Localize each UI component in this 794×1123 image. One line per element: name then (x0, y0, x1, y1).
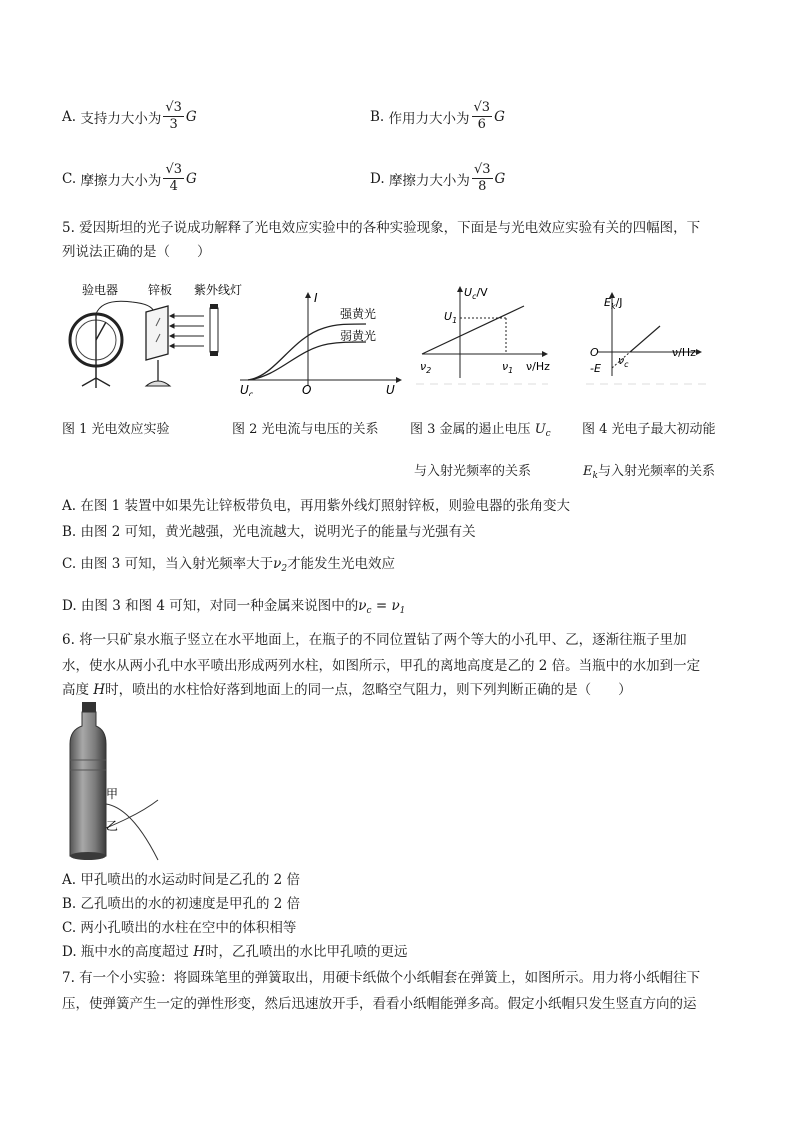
option-prefix: A. (62, 108, 77, 125)
q5-option-b[interactable]: B. 由图 2 可知，黄光越强，光电流越大，说明光子的能量与光强有关 (62, 524, 476, 540)
q6-option-b[interactable]: B. 乙孔喷出的水的初速度是甲孔的 2 倍 (62, 896, 301, 912)
origin-label: O (302, 383, 312, 396)
fit-line (422, 306, 524, 354)
variable: G (185, 108, 197, 125)
variable: G (494, 108, 505, 125)
fraction: $\frac{√3}{3}$ (165, 100, 182, 132)
q4-option-a[interactable] (62, 100, 197, 133)
fig2-current-voltage-graph (236, 286, 406, 396)
q5-option-a[interactable]: A. 在图 1 装置中如果先让锌板带负电，再用紫外线灯照射锌板，则验电器的张角变大 (62, 498, 571, 514)
zinc-plate (146, 306, 168, 360)
label-uv-lamp: 紫外线灯 (194, 283, 243, 297)
nuc-label: $\nu_c$ (618, 354, 629, 369)
fig4-kinetic-energy-graph (584, 284, 714, 388)
hole-yi-label: 乙 (106, 819, 119, 833)
option-text: 作用力大小为 (388, 110, 470, 127)
option-prefix: D. (370, 170, 385, 187)
q7-stem-line1: 7. 有一个小实验：将圆珠笔里的弹簧取出，用硬卡纸做个小纸帽套在弹簧上，如图所示。用力将小纸帽往下 (62, 970, 701, 986)
q6-option-a[interactable]: A. 甲孔喷出的水运动时间是乙孔的 2 倍 (62, 872, 301, 888)
option-text: 摩擦力大小为 (80, 172, 162, 189)
q5-stem-line2: 列说法正确的是（ ） (62, 244, 211, 260)
nu2-label: $\nu_2$ (420, 360, 432, 375)
q7-stem-line2: 压，使弹簧产生一定的弹性形变，然后迅速放开手，看看小纸帽能弹多高。假定小纸帽只发生竖直方向的运 (62, 996, 697, 1012)
q6-stem-line3: 高度 H时，喷出的水柱恰好落到地面上的同一点，忽略空气阻力，则下列判断正确的是（ ） (62, 682, 632, 698)
q5-option-c[interactable]: C. 由图 3 可知，当入射光频率大于$\nu_2$才能发生光电效应 (62, 556, 396, 574)
q5-option-d[interactable]: D. 由图 3 和图 4 可知，对同一种金属来说图中的$\nu_c = \nu_1$ (62, 598, 406, 616)
option-text: 摩擦力大小为 (388, 172, 470, 189)
q4-option-c[interactable] (62, 162, 197, 195)
q5-stem-line1: 5. 爱因斯坦的光子说成功解释了光电效应实验中的各种实验现象，下面是与光电效应实验有关的四幅图，下 (62, 220, 701, 236)
strong-light-label: 强黄光 (340, 307, 377, 321)
q6-stem-line2: 水，使水从两小孔中水平喷出形成两列水柱，如图所示，甲孔的离地高度是乙的 2 倍。当瓶中的水加到一定 (62, 658, 701, 674)
variable: G (494, 170, 506, 187)
q6-option-c[interactable]: C. 两小孔喷出的水柱在空中的体积相等 (62, 920, 297, 936)
fraction: $\frac{√3}{4}$ (165, 162, 182, 194)
option-prefix: C. (62, 170, 77, 187)
uc-label: $U_c$ (240, 383, 254, 396)
q4-option-b[interactable] (370, 100, 505, 133)
fig3-stopping-voltage-graph (414, 282, 564, 386)
fig2-caption: 图 2 光电流与电压的关系 (232, 422, 379, 437)
q6-option-d[interactable]: D. 瓶中水的高度超过 H时，乙孔喷出的水比甲孔喷的更远 (62, 944, 408, 960)
bottle-cap (82, 702, 96, 712)
fit-line (630, 326, 660, 352)
fraction: $\frac{√3}{8}$ (473, 162, 491, 194)
variable: G (186, 170, 197, 187)
label-electroscope: 验电器 (82, 283, 119, 297)
u1-label: $U_1$ (444, 310, 458, 325)
bottle-body (70, 712, 106, 856)
q6-stem-line1: 6. 将一只矿泉水瓶子竖立在水平地面上，在瓶子的不同位置钻了两个等大的小孔甲、乙，逐渐往瓶子里加 (62, 632, 687, 648)
hole-jia-label: 甲 (106, 787, 119, 801)
fig3-caption: 图 3 金属的遏止电压 $U_c$ (410, 422, 551, 439)
q6-bottle-figure (62, 700, 172, 862)
uv-lamp (210, 308, 218, 352)
neg-e-label: -E (590, 362, 601, 375)
x-axis-label: ν/Hz (526, 360, 550, 373)
option-prefix: B. (370, 108, 385, 125)
fig1-caption: 图 1 光电效应实验 (62, 422, 170, 437)
y-axis-label: $U_c/V$ (464, 286, 488, 301)
fig1-photoelectric-apparatus (62, 278, 252, 398)
axis-label-i: I (314, 291, 318, 305)
q4-option-d[interactable] (370, 162, 505, 195)
fig3-caption-line2: 与入射光频率的关系 (414, 464, 532, 479)
weak-light-curve (248, 342, 366, 380)
fraction: $\frac{√3}{6}$ (473, 100, 491, 132)
uv-rays (170, 314, 204, 348)
label-zinc-plate: 锌板 (148, 283, 173, 297)
origin-label: O (590, 346, 599, 359)
fig4-caption-line2: $E_k$与入射光频率的关系 (583, 464, 715, 481)
x-axis-label: ν/Hz (672, 346, 696, 359)
fig4-caption: 图 4 光电子最大初动能 (582, 422, 716, 437)
weak-light-label: 弱黄光 (340, 329, 377, 343)
y-axis-label: $E_k/J$ (604, 296, 623, 311)
nu1-label: $\nu_1$ (502, 360, 514, 375)
option-text: 支持力大小为 (80, 110, 162, 127)
axis-label-u: U (386, 383, 395, 396)
